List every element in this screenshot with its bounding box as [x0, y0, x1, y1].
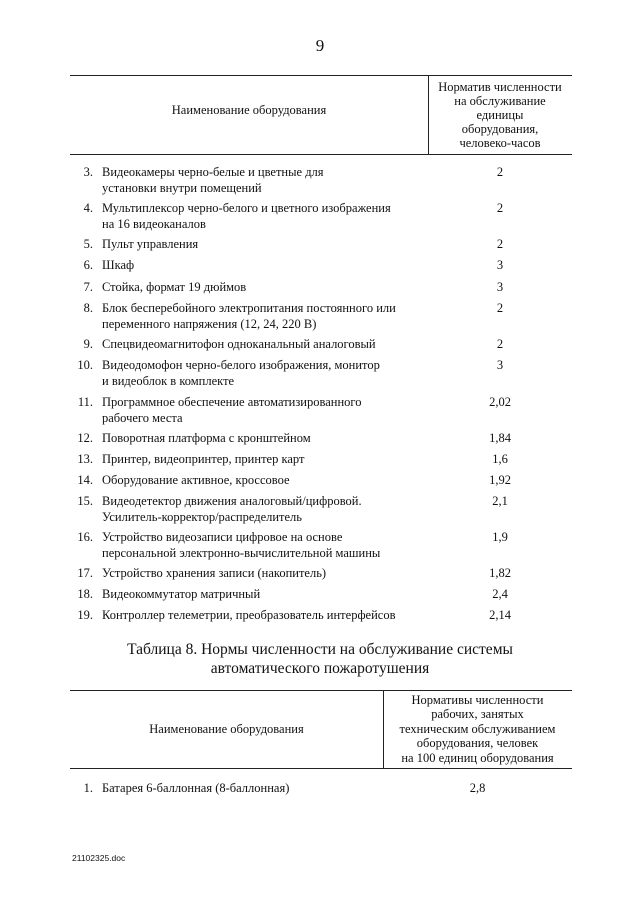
row-number: 6. [83, 258, 93, 272]
row-name: Видеокамеры черно-белые и цветные для установки внутри помещений [102, 165, 324, 195]
table1-header-norm-text: Норматив численности на обслуживание единицы оборудования, человеко-часов [438, 79, 562, 150]
row-value: 2 [496, 201, 504, 215]
table2-header-norm-text: Нормативы численности рабочих, занятых техническим обслуживанием оборудования, человек на 100 единиц оборудования [399, 692, 556, 765]
page-number: 9 [315, 36, 325, 55]
row-name: Мультиплексор черно-белого и цветного изображения на 16 видеоканалов [102, 201, 391, 231]
row-number: 13. [77, 452, 93, 466]
row-value: 2,1 [492, 494, 508, 508]
row-value: 2,8 [469, 781, 486, 795]
row-name: Поворотная платформа с кронштейном [102, 431, 311, 445]
row-number: 4. [83, 201, 93, 215]
row-name: Шкаф [102, 258, 135, 272]
row-number: 9. [83, 337, 93, 351]
row-name: Видеодетектор движения аналоговый/цифровой. Усилитель-корректор/распределитель [102, 494, 362, 524]
table2-header-name: Наименование оборудования [149, 722, 304, 736]
table1-header-name: Наименование оборудования [171, 103, 327, 117]
row-number: 5. [83, 237, 93, 251]
row-value: 2 [496, 237, 504, 251]
row-value: 1,84 [489, 431, 511, 445]
row-value: 2 [496, 165, 504, 179]
row-number: 10. [77, 358, 93, 372]
row-name: Блок бесперебойного электропитания постоянного или переменного напряжения (12, 24, 220 В) [102, 301, 396, 331]
row-name: Стойка, формат 19 дюймов [102, 280, 247, 294]
row-value: 2,4 [492, 587, 508, 601]
row-value: 2,14 [489, 608, 511, 622]
row-value: 1,82 [489, 566, 511, 580]
row-number: 18. [77, 587, 93, 601]
row-name: Принтер, видеопринтер, принтер карт [102, 452, 305, 466]
row-name: Батарея 6-баллонная (8-баллонная) [102, 781, 290, 795]
row-number: 12. [77, 431, 93, 445]
row-number: 1. [83, 781, 93, 795]
row-name: Спецвидеомагнитофон одноканальный аналоговый [102, 337, 376, 351]
row-number: 15. [77, 494, 93, 508]
row-value: 2 [496, 337, 504, 351]
row-name: Пульт управления [102, 237, 199, 251]
row-name: Оборудование активное, кроссовое [102, 473, 290, 487]
row-value: 3 [496, 358, 504, 372]
row-value: 2,02 [489, 395, 511, 409]
row-number: 8. [83, 301, 93, 315]
row-value: 2 [496, 301, 504, 315]
row-value: 3 [496, 258, 504, 272]
row-number: 19. [77, 608, 93, 622]
row-number: 7. [83, 280, 93, 294]
row-number: 3. [83, 165, 93, 179]
table1-header-rule [70, 154, 572, 155]
table8-title: Таблица 8. Нормы численности на обслуживание системы автоматического пожаротушения [127, 641, 513, 677]
footer-filename: 21102325.doc [72, 853, 126, 863]
table2-header-rule [70, 768, 572, 769]
row-name: Видеокоммутатор матричный [102, 587, 261, 601]
row-number: 14. [77, 473, 93, 487]
row-number: 11. [77, 395, 93, 409]
row-name: Программное обеспечение автоматизированного рабочего места [102, 395, 362, 425]
row-value: 1,9 [492, 530, 508, 544]
row-value: 1,6 [492, 452, 508, 466]
row-name: Контроллер телеметрии, преобразователь интерфейсов [102, 608, 396, 622]
table1-header-norm [428, 75, 572, 154]
row-number: 16. [77, 530, 93, 544]
row-value: 3 [496, 280, 504, 294]
row-name: Видеодомофон черно-белого изображения, монитор и видеоблок в комплекте [102, 358, 380, 388]
row-name: Устройство видеозаписи цифровое на основе персональной электронно-вычислительной машины [102, 530, 381, 560]
row-name: Устройство хранения записи (накопитель) [102, 566, 327, 580]
row-value: 1,92 [489, 473, 511, 487]
row-number: 17. [77, 566, 93, 580]
table2-header-norm [383, 690, 572, 768]
